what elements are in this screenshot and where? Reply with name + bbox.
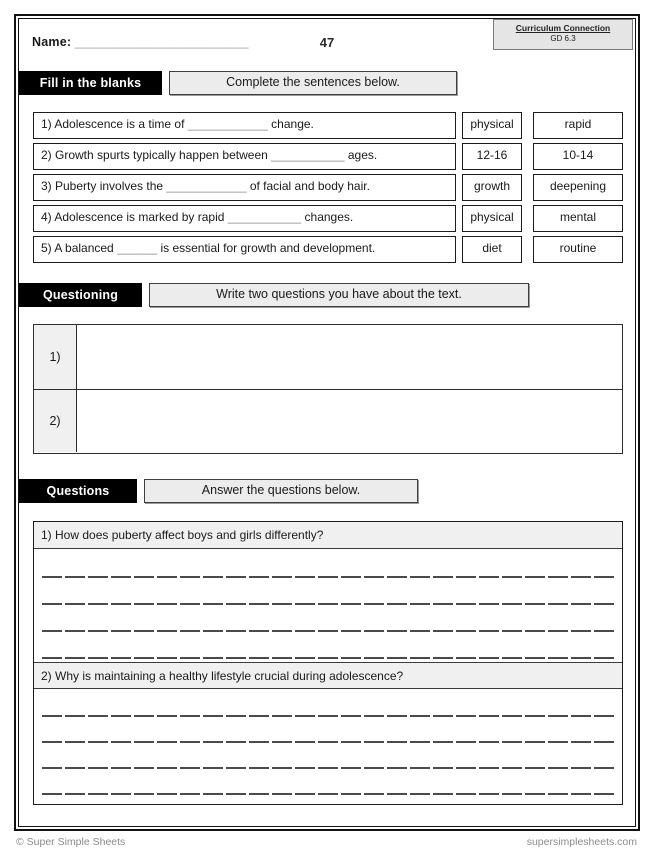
curriculum-connection-box	[493, 19, 633, 50]
questioning-row	[34, 325, 622, 389]
blank-line[interactable]: ______	[117, 241, 158, 255]
questioning-instruction: Write two questions you have about the text.	[149, 283, 529, 307]
option-b-cell[interactable]: mental	[533, 205, 623, 232]
option-a-cell[interactable]: 12-16	[462, 143, 522, 170]
writing-line[interactable]	[34, 691, 622, 717]
question-prompt: 2) Why is maintaining a healthy lifestyle crucial during adolescence?	[34, 662, 622, 689]
writing-line[interactable]	[34, 605, 622, 632]
option-b-cell[interactable]: 10-14	[533, 143, 623, 170]
question-write-area[interactable]	[77, 390, 622, 453]
option-a-cell[interactable]: diet	[462, 236, 522, 263]
answer-lines-area[interactable]	[34, 689, 622, 799]
blank-line[interactable]: ____________	[187, 117, 268, 131]
fill-blanks-table	[33, 112, 623, 263]
writing-line[interactable]	[34, 717, 622, 743]
option-b-cell[interactable]: deepening	[533, 174, 623, 201]
name-input-line[interactable]: _________________________	[74, 35, 249, 49]
writing-line[interactable]	[34, 578, 622, 605]
worksheet-page	[14, 14, 640, 831]
blank-line[interactable]: ___________	[227, 210, 302, 224]
blank-line[interactable]: ___________	[271, 148, 345, 162]
question-number-cell: 2)	[34, 390, 77, 453]
section-header-questioning	[19, 283, 635, 307]
page-header	[19, 19, 635, 71]
page-number: 47	[319, 35, 335, 50]
fill-blanks-instruction: Complete the sentences below.	[169, 71, 457, 95]
curriculum-code: GD 6.3	[550, 34, 576, 43]
blank-line[interactable]: ____________	[166, 179, 247, 193]
writing-line[interactable]	[34, 551, 622, 578]
answer-lines-area[interactable]	[34, 549, 622, 662]
questions-answer-box	[33, 521, 623, 805]
sentence-cell: 1) Adolescence is a time of ____________ change.	[33, 112, 456, 139]
fill-blanks-row	[33, 112, 623, 139]
fill-blanks-row	[33, 205, 623, 232]
option-a-cell[interactable]: physical	[462, 112, 522, 139]
writing-line[interactable]	[34, 632, 622, 659]
page-footer	[16, 836, 637, 848]
writing-line[interactable]	[34, 769, 622, 795]
website-text: supersimplesheets.com	[526, 836, 637, 848]
section-label-questioning: Questioning	[19, 283, 142, 307]
questions-instruction: Answer the questions below.	[144, 479, 418, 503]
option-a-cell[interactable]: physical	[462, 205, 522, 232]
sentence-cell: 4) Adolescence is marked by rapid ___________ changes.	[33, 205, 456, 232]
fill-blanks-row	[33, 236, 623, 263]
sentence-cell: 2) Growth spurts typically happen between ___________ ages.	[33, 143, 456, 170]
sentence-cell: 5) A balanced ______ is essential for growth and development.	[33, 236, 456, 263]
questioning-table	[33, 324, 623, 454]
questioning-row	[34, 389, 622, 453]
curriculum-title: Curriculum Connection	[515, 23, 611, 33]
option-b-cell[interactable]: rapid	[533, 112, 623, 139]
question-number-cell: 1)	[34, 325, 77, 389]
section-header-fill-blanks	[19, 71, 635, 95]
worksheet-frame	[18, 18, 636, 827]
question-prompt: 1) How does puberty affect boys and girls differently?	[34, 522, 622, 549]
option-b-cell[interactable]: routine	[533, 236, 623, 263]
section-label-fill-blanks: Fill in the blanks	[19, 71, 162, 95]
section-label-questions: Questions	[19, 479, 137, 503]
writing-line[interactable]	[34, 743, 622, 769]
fill-blanks-row	[33, 143, 623, 170]
copyright-text: © Super Simple Sheets	[16, 836, 126, 848]
section-header-questions	[19, 479, 635, 503]
name-label: Name:	[32, 35, 72, 49]
option-a-cell[interactable]: growth	[462, 174, 522, 201]
sentence-cell: 3) Puberty involves the ____________ of facial and body hair.	[33, 174, 456, 201]
fill-blanks-row	[33, 174, 623, 201]
question-write-area[interactable]	[77, 325, 622, 389]
